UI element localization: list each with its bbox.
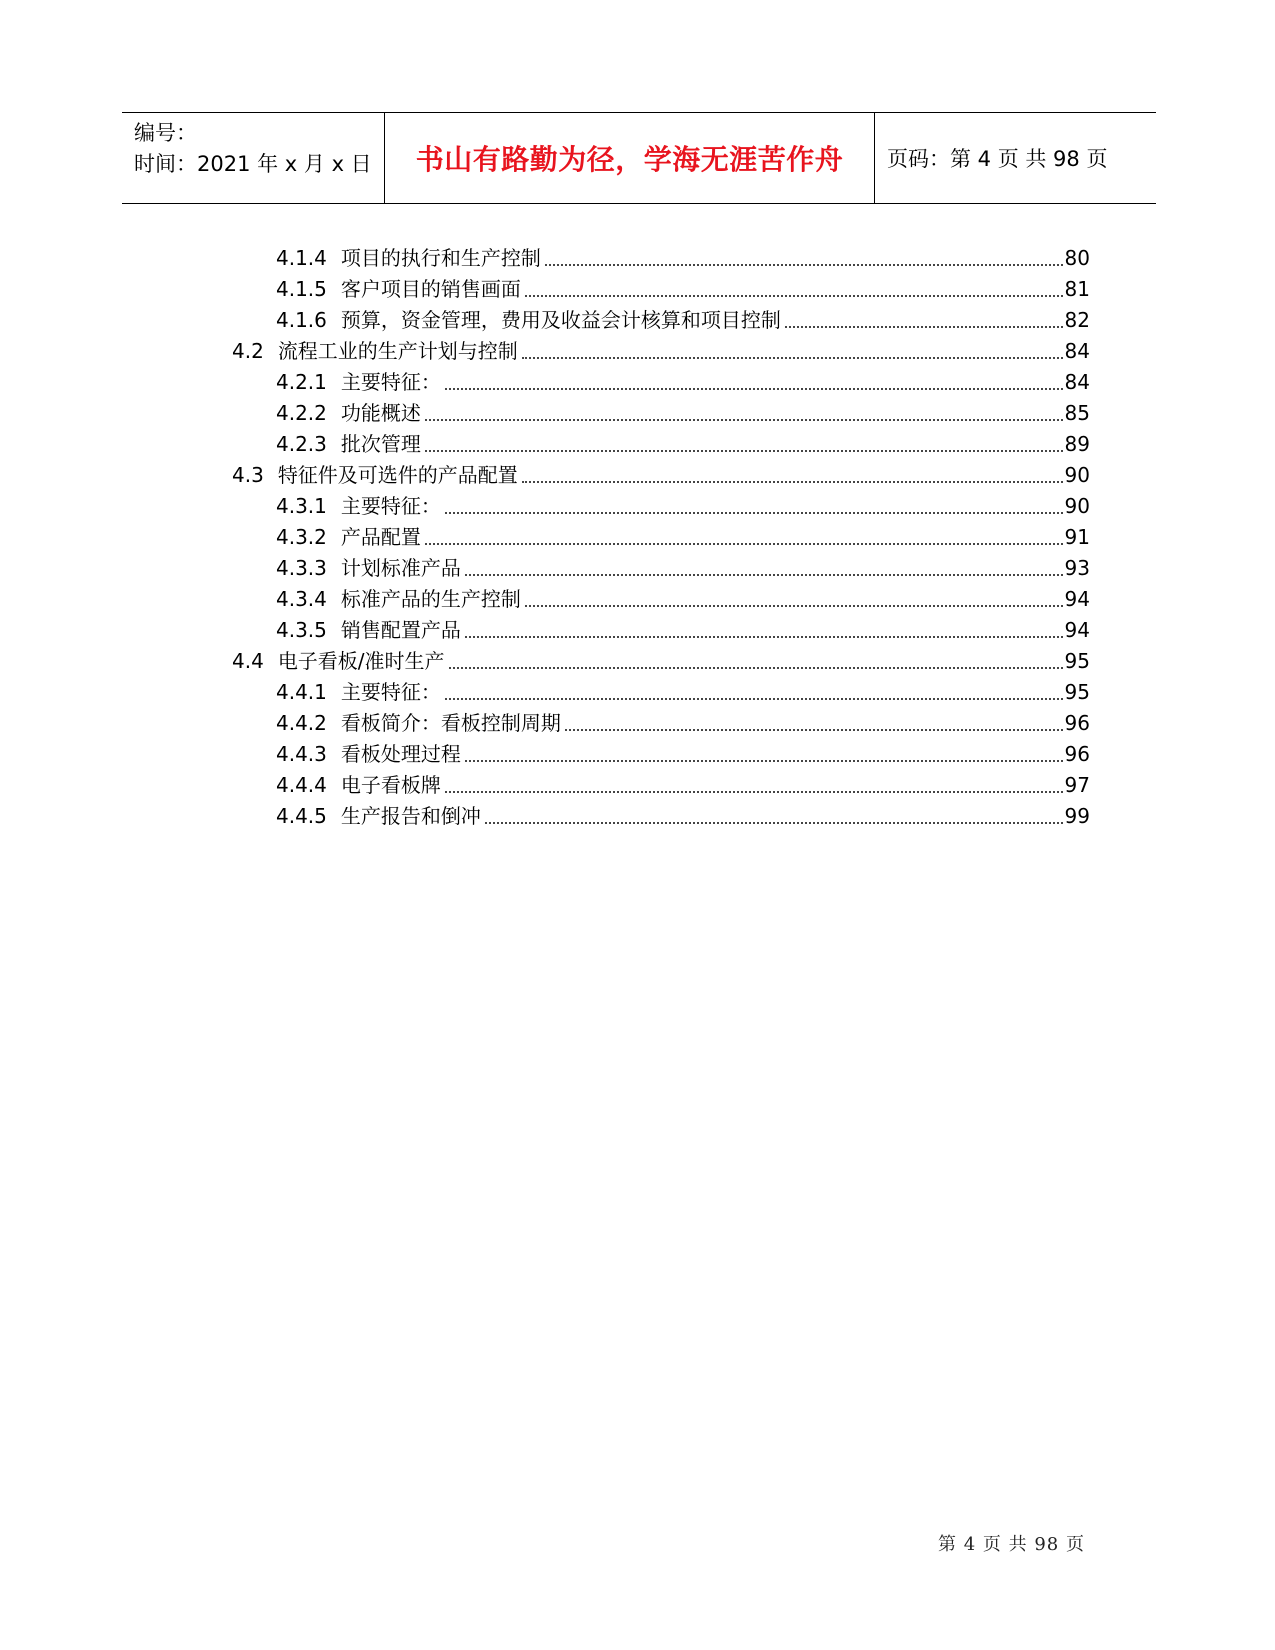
toc-entry-page: 97: [1064, 773, 1090, 797]
toc-entry[interactable]: [276, 765, 1090, 798]
toc-entry-number: 4.3.5: [276, 618, 327, 642]
toc-dot-leader: [525, 295, 1063, 297]
toc-dot-leader: [465, 636, 1063, 638]
toc-entry-title: 预算，资金管理，费用及收益会计核算和项目控制: [340, 308, 781, 332]
toc-entry-page: 91: [1064, 525, 1090, 549]
page-header: [122, 112, 1156, 204]
toc-entry[interactable]: [276, 300, 1090, 333]
toc-entry-page: 94: [1064, 618, 1090, 642]
toc-entry[interactable]: [276, 548, 1090, 581]
toc-entry-number: 4.3.3: [276, 556, 327, 580]
toc-entry-page: 96: [1064, 742, 1090, 766]
toc-dot-leader: [445, 698, 1063, 700]
toc-entry-title: 主要特征：: [340, 680, 441, 704]
toc-entry-title: 客户项目的销售画面: [340, 277, 521, 301]
toc-entry-number: 4.3.4: [276, 587, 327, 611]
toc-entry-page: 95: [1064, 680, 1090, 704]
toc-entry[interactable]: [276, 610, 1090, 643]
toc-entry[interactable]: [232, 331, 1090, 364]
toc-entry-page: 90: [1064, 463, 1090, 487]
toc-entry-number: 4.3.1: [276, 494, 327, 518]
toc-dot-leader: [445, 512, 1063, 514]
toc-entry-number: 4.4.3: [276, 742, 327, 766]
toc-entry-title: 计划标准产品: [340, 556, 461, 580]
toc-dot-leader: [545, 264, 1063, 266]
toc-entry-title: 产品配置: [340, 525, 421, 549]
toc-dot-leader: [785, 326, 1063, 328]
toc-entry[interactable]: [232, 641, 1090, 674]
toc-entry-number: 4.1.4: [276, 246, 327, 270]
toc-entry-page: 84: [1064, 370, 1090, 394]
toc-dot-leader: [449, 667, 1063, 669]
toc-entry-page: 95: [1064, 649, 1090, 673]
toc-entry[interactable]: [276, 734, 1090, 767]
toc-entry-title: 特征件及可选件的产品配置: [277, 463, 518, 487]
toc-entry[interactable]: [276, 672, 1090, 705]
toc-entry-title: 生产报告和倒冲: [340, 804, 481, 828]
toc-entry-title: 看板处理过程: [340, 742, 461, 766]
toc-entry-number: 4.4.5: [276, 804, 327, 828]
toc-entry-number: 4.4.1: [276, 680, 327, 704]
toc-entry-number: 4.3.2: [276, 525, 327, 549]
toc-entry[interactable]: [276, 486, 1090, 519]
toc-entry[interactable]: [276, 362, 1090, 395]
header-motto-cell: [384, 113, 875, 203]
page-footer: 第 4 页 共 98 页: [938, 1534, 1085, 1555]
toc-entry-title: 主要特征：: [340, 494, 441, 518]
toc-entry-page: 82: [1064, 308, 1090, 332]
toc-entry-number: 4.3: [232, 463, 264, 487]
toc-entry[interactable]: [276, 703, 1090, 736]
header-page-info: 页码：第 4 页 共 98 页: [887, 147, 1108, 171]
toc-dot-leader: [525, 605, 1063, 607]
toc-entry-page: 85: [1064, 401, 1090, 425]
toc-entry-page: 81: [1064, 277, 1090, 301]
toc-entry[interactable]: [276, 424, 1090, 457]
header-motto: 书山有路勤为径，学海无涯苦作舟: [415, 143, 844, 176]
toc-entry-title: 项目的执行和生产控制: [340, 246, 541, 270]
toc-entry[interactable]: [276, 517, 1090, 550]
toc-entry-page: 80: [1064, 246, 1090, 270]
toc-dot-leader: [465, 574, 1063, 576]
toc-entry-title: 销售配置产品: [340, 618, 461, 642]
toc-entry[interactable]: [232, 455, 1090, 488]
toc-entry[interactable]: [276, 393, 1090, 426]
toc-dot-leader: [522, 357, 1063, 359]
toc-dot-leader: [445, 791, 1063, 793]
toc-dot-leader: [425, 419, 1063, 421]
toc-dot-leader: [465, 760, 1063, 762]
toc-entry[interactable]: [276, 269, 1090, 302]
toc-entry-title: 功能概述: [340, 401, 421, 425]
toc-dot-leader: [425, 450, 1063, 452]
toc-dot-leader: [565, 729, 1063, 731]
toc-entry-page: 90: [1064, 494, 1090, 518]
toc-entry-number: 4.2.1: [276, 370, 327, 394]
toc-entry-page: 89: [1064, 432, 1090, 456]
toc-dot-leader: [485, 822, 1063, 824]
toc-entry-number: 4.2: [232, 339, 264, 363]
toc-entry-page: 94: [1064, 587, 1090, 611]
toc-entry-number: 4.1.6: [276, 308, 327, 332]
toc-dot-leader: [425, 543, 1063, 545]
toc-entry-number: 4.4: [232, 649, 264, 673]
toc-entry-title: 电子看板牌: [340, 773, 441, 797]
toc-entry-number: 4.1.5: [276, 277, 327, 301]
toc-entry-title: 标准产品的生产控制: [340, 587, 521, 611]
toc-entry-page: 96: [1064, 711, 1090, 735]
toc-entry[interactable]: [276, 238, 1090, 271]
toc-entry-title: 电子看板/准时生产: [277, 649, 445, 673]
toc-dot-leader: [445, 388, 1063, 390]
document-number-label: 编号：: [134, 121, 197, 145]
toc-entry-page: 93: [1064, 556, 1090, 580]
toc-entry-number: 4.2.3: [276, 432, 327, 456]
toc-dot-leader: [522, 481, 1063, 483]
toc-entry-title: 看板简介：看板控制周期: [340, 711, 561, 735]
toc-entry-title: 主要特征：: [340, 370, 441, 394]
toc-entry-page: 84: [1064, 339, 1090, 363]
toc-entry-page: 99: [1064, 804, 1090, 828]
toc-entry[interactable]: [276, 796, 1090, 829]
toc-entry-title: 批次管理: [340, 432, 421, 456]
document-time-label: 时间：2021 年 x 月 x 日: [134, 152, 372, 176]
toc-entry-number: 4.4.4: [276, 773, 327, 797]
toc-entry-number: 4.2.2: [276, 401, 327, 425]
toc-entry-number: 4.4.2: [276, 711, 327, 735]
header-meta: [134, 118, 372, 180]
toc-entry[interactable]: [276, 579, 1090, 612]
toc-entry-title: 流程工业的生产计划与控制: [277, 339, 518, 363]
